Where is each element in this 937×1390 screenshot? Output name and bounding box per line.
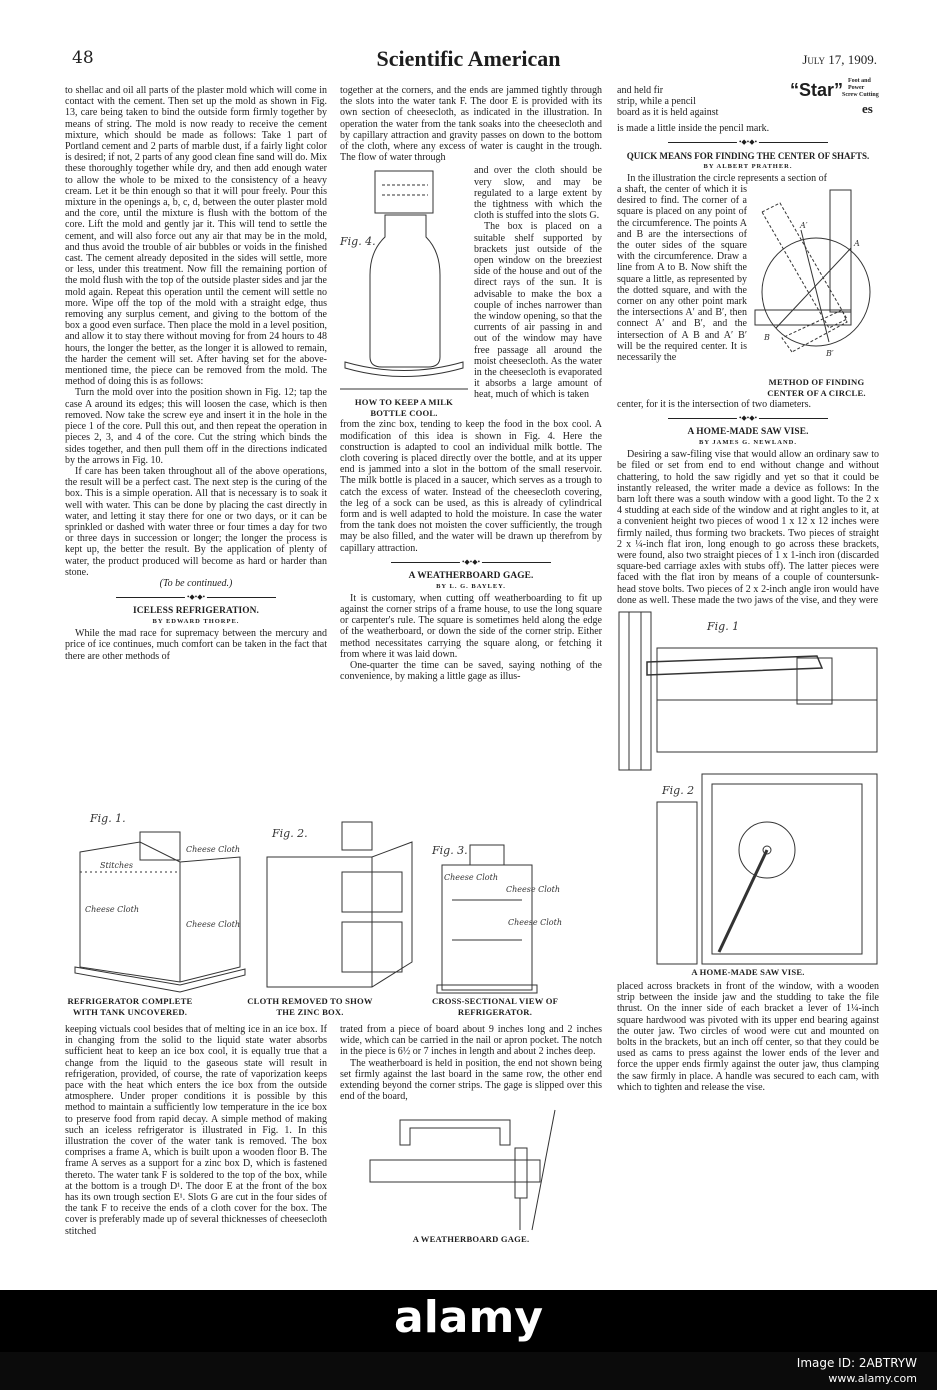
text-line: strip, while a pencil [617, 96, 696, 108]
figure-label: Fig. 3. [432, 844, 468, 857]
section-divider [668, 418, 828, 419]
paragraph: One-quarter the time can be saved, saying nothing of the convenience, by making a little gage as illus- [340, 660, 602, 683]
figure-note: Cheese Cloth [186, 920, 240, 929]
paragraph: together at the corners, and the ends are jammed tightly through the slots into the water tank F. The door E is provided with its own section of cheesecloth, as indicated in the illustration. In operation the water from the tank soaks into the cheesecloth and by capillary attraction and gravity passes on down to the bottom of the cloth, where any excess of water is caught in the trough. The flow of water through [340, 85, 602, 164]
figure-label: Fig. 1. [90, 812, 126, 825]
paragraph: The weatherboard is held in position, the end not shown being set firmly against the last board in the same row, the other end extending beyond the corner strips. The gage is slipped over this end of the board, [340, 1057, 602, 1103]
column-1 [65, 85, 327, 662]
paragraph: center, for it is the intersection of two diameters. [617, 399, 811, 411]
column-1-bottom-text [65, 1024, 327, 1237]
column-1-text [65, 85, 327, 589]
figure-1-caption: REFRIGERATOR COMPLETE WITH TANK UNCOVERED. [67, 996, 193, 1017]
paragraph: to shellac and oil all parts of the plaster mold which will come in contact with the cement. Then set up the mold as shown in Fig. 13, care being taken to bind the outside form firmly together by means of string. The mold is now ready to receive the cement mixture, which should be made as follows: Take 1 part of Portland cement and 2 parts of marble dust, if a fairly light color is desired; if not, 2 parts of any good clean fine sand will do. Mix these thoroughly together while dry, and then add enough water to allow the whole to be mixed to the consistency of a heavy cream. Let it be thin enough so that it will pour freely. Pour this mixture in the openings a, b, c, d, between the outer plaster mold and the core, until the mixture is flush with the bottom of the core. Lift the mold and gently jar it. This will tend to settle the cement, and will also force out any air that may be in the mold, and thus avoid the trouble of air bubbles or voids in the finished cast. The cement already deposited in the sides will settle, more or less, under this treatment. Now fill the remaining portion of the mold flush with the top of the outside plaster sides and jar the mold again. Repeat this operation until the cement will settle no more. Wipe off the top of the mold with a straight edge, thus removing any surplus cement, and giving to the bottom of the box a good even surface. Then place the mold in a level position, and allow it to stay there without moving for from 24 hours to 48 hours, the longer the better, as the longer it is allowed to remain, the harder the cement will set. After having set for the above-mentioned time, the piece can be removed from the mold. The method of doing this is as follows: [65, 85, 327, 388]
figure-note: Cheese Cloth [85, 905, 139, 914]
figure-label: Fig. 1 [707, 620, 740, 634]
column-3-top-text [617, 85, 787, 119]
ad-brand: “Star” [790, 80, 844, 100]
paragraph: While the mad race for supremacy between the mercury and price of ice continues, much comfort can be taken in the fact that there are other methods of [65, 628, 327, 662]
paragraph: a shaft, the center of which it is desired to find. The corner of a square is placed on any point of the circumference. The points A and B are the intersections of the outer sides of the square with the circumference. Draw a line from A to B. Now shift the square a little, as represented by the dotted square, and with the corner on any other point mark the intersections A′ and B′, then connect A′ and B′, and the intersection of A B and A′ B′ will be the required center. It is necessarily the [617, 184, 747, 364]
paragraph: The box is placed on a suitable shelf supported by brackets just outside of the open window on the breeziest side of the house and out of the direct rays of the sun. It is advisable to make the box a couple of inches narrower than the window opening, so that the currents of air passing in and out of the window may have free passage all around the moist cheesecloth. As the water in the cheesecloth is evaporated it absorbs a large amount of heat, much of which is taken [474, 221, 602, 401]
section-divider [116, 597, 276, 598]
figure-label: Fig. 2 [662, 784, 695, 798]
figure-3-cross-section [432, 840, 562, 995]
figure-label: Fig. 4. [340, 235, 376, 249]
paragraph: from the zinc box, tending to keep the food in the box cool. A modification of this idea is shown in Fig. 4. Here the construction is adapted to cool an individual milk bottle. The cloth covering is placed directly over the bottle, and at its upper end is jammed into a slot in the bottom of the small reservoir. The milk bottle is placed in a saucer, which serves as a trough to catch the excess of water. Instead of the cheesecloth covering, the leg of a sock can be used, as this is already of cylindrical form and is well adapted to hold the moisture. In case the water from the tank does not moisten the cover sufficiently, the trough may be also filled, and the water will be drawn up therefrom by capillary attraction. [340, 419, 602, 554]
page-number: 48 [72, 48, 94, 68]
figure-4-milk-bottle [340, 165, 468, 393]
figure-note: Cheese Cloth [506, 885, 560, 894]
paragraph: If care has been taken throughout all of the above operations, the result will be a perfect cast. The next step is the curing of the box. This is a simple operation. All that is necessary is to soak it well with water. This can be done by placing the cast directly in water, and letting it stay there for one or two days, or it can be sprinkled or dashed with water three or four times a day for two or three days in succession or longer; the longer the process is kept up, the better the result. By the application of plenty of water, the product produced will become as hard or harder than stone. [65, 465, 327, 578]
paragraph: It is customary, when cutting off weatherboarding to fit up against the corner strips of a frame house, to use the long square or carpenter's rule. The square is sometimes held along the edge of the weatherboard, or down the side of the corner strip. Either method necessitates carrying the square along, or fetching it from where it was laid down. [340, 592, 602, 660]
figure-note: Stitches [100, 861, 133, 870]
column-3 [617, 85, 879, 1093]
column-2-wrap-text [474, 165, 602, 400]
watermark-logo: alamy [394, 1292, 543, 1343]
watermark-image-id: Image ID: 2ABTRYW [796, 1356, 917, 1370]
article-heading: QUICK MEANS FOR FINDING THE CENTER OF SHAFTS. [626, 150, 870, 161]
saw-vise-figure-1 [617, 612, 879, 770]
section-divider [668, 142, 828, 143]
figure-2-zinc-box [262, 812, 422, 992]
article-heading: A HOME-MADE SAW VISE. [687, 427, 809, 438]
ad-text: es [862, 101, 873, 116]
figure-2-caption: CLOTH REMOVED TO SHOW THE ZINC BOX. [247, 996, 373, 1017]
figure-note: Cheese Cloth [444, 873, 498, 882]
figure-1-refrigerator [40, 812, 250, 992]
figure-label: B′ [826, 349, 834, 359]
ad-text: Screw Cutting [842, 92, 879, 98]
to-be-continued: (To be continued.) [159, 577, 233, 589]
article-byline: BY JAMES G. NEWLAND. [699, 439, 797, 447]
figure-note: Cheese Cloth [186, 845, 240, 854]
shafts-wrap-text [617, 184, 747, 363]
paragraph: In the illustration the circle represents a section of [627, 172, 827, 184]
figure-3-caption: CROSS-SECTIONAL VIEW OF REFRIGERATOR. [431, 996, 559, 1017]
saw-vise-caption: A HOME-MADE SAW VISE. [691, 967, 805, 978]
watermark-url: www.alamy.com [828, 1372, 917, 1385]
weatherboard-caption: A WEATHERBOARD GAGE. [412, 1234, 530, 1245]
figure-label: Fig. 2. [272, 827, 308, 840]
paragraph: keeping victuals cool besides that of melting ice in an ice box. If in changing from the solid to the liquid state water absorbs sufficient heat to keep an ice box cool, it is equally true that a change from the liquid to the gaseous state will result in refrigeration, provided, of course, the rate of vaporization keeps pace with the heat which enters the ice box from the outside atmosphere. Under proper conditions it is possible by this method to maintain a sufficiently low temperature in the ice box to preserve food from rapid decay. A simple method of making such an iceless refrigerator is illustrated in Fig. 1. In this illustration the cover of the water tank is removed. The box comprises a frame A, which is built upon a wooden floor B. The frame A serves as a support for a zinc box D, which is fastened thereto. The water tank F is soldered to the top of the box, while at the bottom is a trough D¹. The door E at the front of the box has its own trough section E¹. Slots G are cut in the four sides of the tank F to receive the ends of a cloth cover for the box. The cover is preferably made up of several thicknesses of cheesecloth stitched [65, 1024, 327, 1237]
weatherboard-gage-figure [370, 1110, 570, 1230]
ad-text: Foot and [848, 78, 871, 84]
ad-text: Power [848, 85, 865, 91]
saw-vise-figure-2 [617, 774, 879, 964]
issue-date: July 17, 1909. [802, 52, 877, 67]
text-line: and held fir [617, 85, 664, 96]
figure-label: A [854, 239, 860, 249]
article-byline: BY L. G. BAYLEY. [436, 582, 506, 590]
section-divider [391, 562, 551, 563]
figure-label: B [764, 333, 770, 343]
watermark-bar [0, 1290, 937, 1390]
figure-label: A′ [800, 221, 808, 231]
paragraph: Turn the mold over into the position shown in Fig. 12; tap the case A around its edges; this will loosen the case, which is then removed. Now take the screw eye and insert it in the hole in the piece 1 of the core. Pull this out, and then repeat the operation in pieces 2, 3, and 4 of the core. Cut the string which binds the sides together, and then pull them off in the directions indicated by the arrows in Fig. 10. [65, 387, 327, 466]
paragraph: placed across brackets in front of the window, with a wooden strip between the inside jaw and the studding to take the file thrust. On the inner side of each bracket a lever of 1¼-inch square hardwood was pivoted with its upper end bearing against the outer jaw. Two circles of wood were cut and mounted on bolts in the brackets, but an inch off center, so that they could be used as cams to press against the lower ends of the lever and force the upper ends firmly against the outer jaw, thus clamping the saw firmly in place. A handle was secured to each cam, with which to tighten and release the vise. [617, 981, 879, 1093]
masthead-title: Scientific American [376, 46, 561, 71]
paragraph: and over the cloth should be very slow, and may be regulated to a large extent by the tightness with which the cloth is stuffed into the slots G. [474, 165, 602, 222]
column-2-bottom [340, 1024, 602, 1245]
article-byline: BY ALBERT PRATHER. [703, 162, 793, 170]
article-heading: ICELESS REFRIGERATION. [132, 606, 259, 617]
column-2 [340, 85, 602, 682]
column-3-bottom-text [617, 981, 879, 1093]
center-of-circle-figure [754, 188, 874, 373]
paragraph: trated from a piece of board about 9 inches long and 2 inches wide, which can be carried in the nail or apron pocket. The notch in the piece is 6½ or 7 inches in length and about 2 inches deep. [340, 1024, 602, 1058]
article-byline: BY EDWARD THORPE. [152, 618, 240, 626]
figure-note: Cheese Cloth [508, 918, 562, 927]
text-line: board as it is held against [617, 107, 719, 119]
figure-4-caption: HOW TO KEEP A MILK BOTTLE COOL. [354, 397, 454, 419]
article-heading: A WEATHERBOARD GAGE. [408, 570, 534, 581]
paragraph: Desiring a saw-filing vise that would allow an ordinary saw to be filed or set from end to end without change and without chattering, to hold the saw rigidly and yet so that it could be instantly released, the writer made a device as follows: In the barn loft there was a south window with a good light. To the 2 x 4 studding at each side of the window and at right angles to it, at a convenient height two pieces of wood 1 x 12 x 12 inches were firmly nailed, thus forming two brackets. Two pieces of straight 2 x ¼-inch flat iron, long enough to go across these brackets, were found, also two straight pieces of 1 x 1-inch iron (discarded square-bed carriage axles with stubs off). The latter pieces were faced with the flat iron by means of a couple of countersunk-head stove bolts. Two pieces of 2 x 2-inch angle iron would have done as well. These made the two jaws of the vise, and they were [617, 449, 879, 606]
circle-figure-caption: METHOD OF FINDING CENTER OF A CIRCLE. [767, 377, 866, 399]
text-line: is made a little inside the pencil mark. [617, 122, 770, 134]
